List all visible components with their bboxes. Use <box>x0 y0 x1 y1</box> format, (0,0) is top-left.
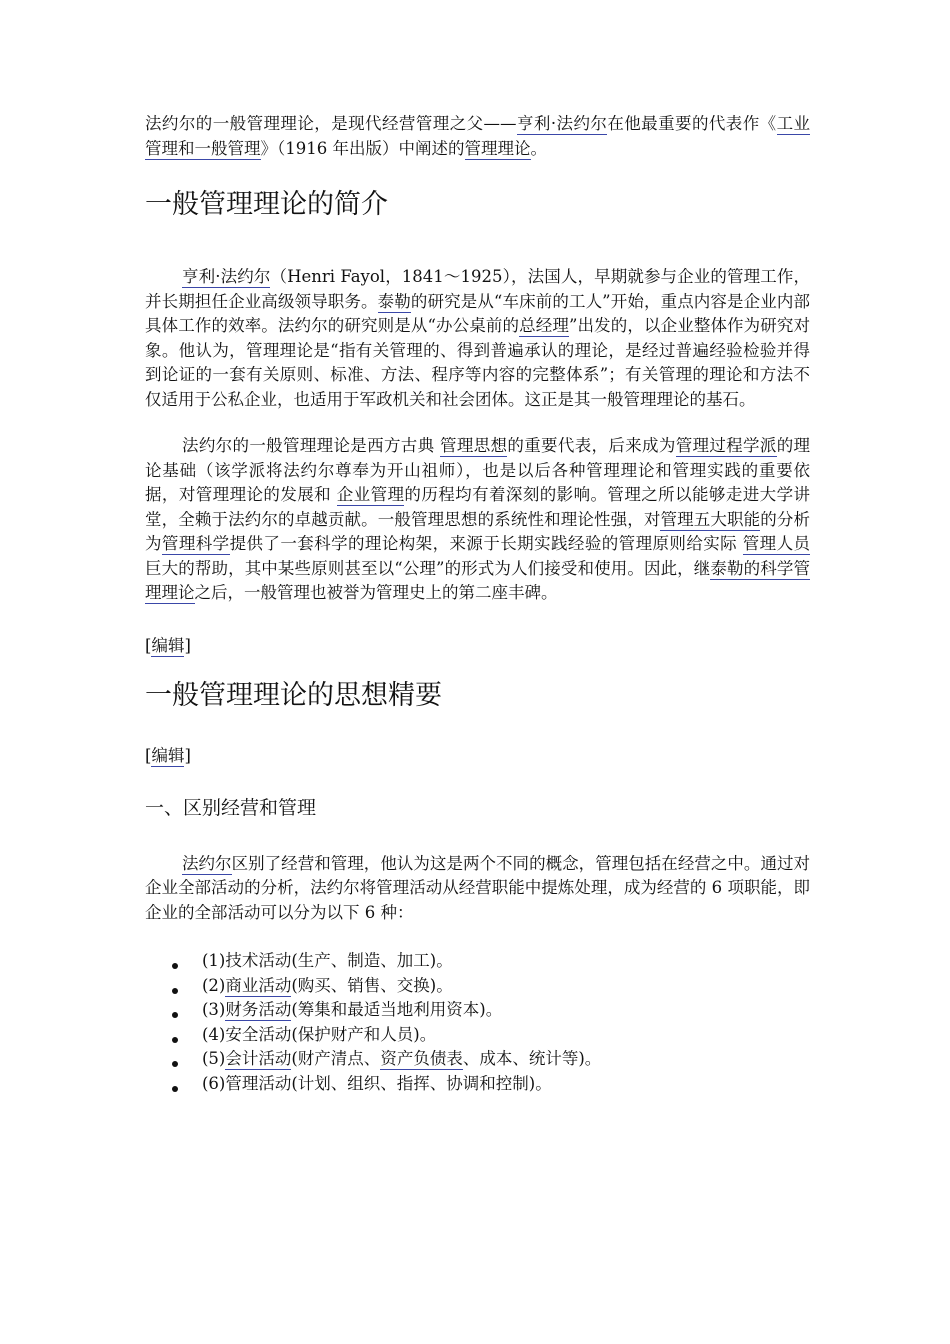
intro-text: 在他最重要的代表作《 <box>607 114 777 133</box>
intro-text: 。 <box>530 138 547 158</box>
paragraph-text: （Henri Fayol，1841～1925），法国人，早期就参与企业的管理工作，并长期担任企业高级领导职务。 <box>145 267 810 311</box>
paragraph-text: ”出发的，以企业整体作为研究对象。他认为，管理理论是“指有关管理的、得到普遍承认的理论，是经过普遍经验检验并得到论证的一套有关原则、标准、方法、程序等内容的完整体系”；有关管理的理论和方法不仅适用于公私企业，也适用于军政机关和社会团体。这正是其一般管理理论的基石。 <box>145 316 811 409</box>
link-managers[interactable]: 管理人员 <box>742 534 811 553</box>
link-accounting-activity[interactable]: 会计活动 <box>225 1049 292 1068</box>
section-heading-overview: 一般管理理论的简介 <box>145 189 388 220</box>
six-activities-list <box>145 949 810 1096</box>
link-financial-activity[interactable]: 财务活动 <box>225 1000 292 1019</box>
overview-paragraph-1 <box>145 265 810 412</box>
link-commercial-activity[interactable]: 商业活动 <box>225 975 292 995</box>
intro-paragraph <box>145 112 810 161</box>
link-fayol[interactable]: 法约尔 <box>182 853 232 873</box>
link-enterprise-management[interactable]: 企业管理 <box>336 485 405 504</box>
edit-section-overview: [编辑] <box>145 635 191 655</box>
paragraph-text: 的研究是从“车床前的工人”开始，重点内容是企业内部具体工作的效率。法约尔的研究则是从“办公桌前的 <box>145 291 811 335</box>
link-balance-sheet[interactable]: 资产负债表 <box>380 1049 463 1068</box>
paragraph-text: 巨大的帮助，其中某些原则甚至以“公理”的形式为人们接受和使用。因此，继 <box>145 558 711 578</box>
edit-link[interactable]: 编辑 <box>151 745 185 765</box>
edit-section-essentials: [编辑] <box>145 745 191 765</box>
link-henri-fayol[interactable]: 亨利·法约尔 <box>182 267 271 286</box>
paragraph-text: 提供了一套科学的理论构架，来源于长期实践经验的管理原则给实际 <box>229 534 743 553</box>
overview-paragraph-2 <box>145 434 810 606</box>
paragraph-text: 的分析为 <box>145 509 811 553</box>
list-item: (5)会计活动(财产清点、资产负债表、成本、统计等)。 <box>145 1047 810 1072</box>
link-management-thought[interactable]: 管理思想 <box>440 436 508 455</box>
link-taylor[interactable]: 泰勒 <box>377 291 411 311</box>
paragraph-text: 的重要代表，后来成为 <box>507 436 676 455</box>
edit-link[interactable]: 编辑 <box>151 635 185 655</box>
section-heading-essentials: 一般管理理论的思想精要 <box>145 679 442 711</box>
link-henri-fayol[interactable]: 亨利·法约尔 <box>516 114 608 133</box>
link-general-manager[interactable]: 总经理 <box>519 316 569 335</box>
paragraph-text: 之后，一般管理也被誉为管理史上的第二座丰碑。 <box>194 583 558 602</box>
document-page <box>145 112 810 1096</box>
paragraph-text: 的历程均有着深刻的影响。管理之所以能够走进大学讲堂，全赖于法约尔的卓越贡献。一般管理思想的系统性和理论性强，对 <box>145 485 811 529</box>
link-taylor-scientific-management[interactable]: 泰勒的科学管理理论 <box>145 558 811 602</box>
list-item: (3)财务活动(筹集和最适当地利用资本)。 <box>145 998 810 1023</box>
subheading-distinguish-operation-management: 一、区别经营和管理 <box>145 796 317 819</box>
intro-text: 》（1916 年出版）中阐述的 <box>260 138 465 158</box>
link-industrial-general-administration[interactable]: 工业管理和一般管理 <box>145 114 811 158</box>
intro-text: 法约尔的一般管理理论，是现代经营管理之父—— <box>145 114 517 133</box>
paragraph-text: 的理论基础（该学派将法约尔尊奉为开山祖师），也是以后各种管理理论和管理实践的重要依据，对管理理论的发展和 <box>145 436 811 504</box>
link-management-science[interactable]: 管理科学 <box>161 534 230 553</box>
list-item: (1)技术活动(生产、制造、加工)。 <box>145 949 810 974</box>
list-item: (2)商业活动(购买、销售、交换)。 <box>145 974 810 999</box>
link-management-process-school[interactable]: 管理过程学派 <box>675 436 777 455</box>
paragraph-text: 区别了经营和管理，他认为这是两个不同的概念，管理包括在经营之中。通过对企业全部活动的分析，法约尔将管理活动从经营职能中提炼处理，成为经营的 6 项职能，即企业的全部活动可以分为以下 6 种： <box>145 853 811 922</box>
list-item: (4)安全活动(保护财产和人员)。 <box>145 1023 810 1048</box>
essentials-paragraph-1 <box>145 852 810 926</box>
link-five-management-functions[interactable]: 管理五大职能 <box>660 509 761 529</box>
list-item: (6)管理活动(计划、组织、指挥、协调和控制)。 <box>145 1072 810 1097</box>
link-management-theory[interactable]: 管理理论 <box>464 138 531 158</box>
paragraph-text: 法约尔的一般管理理论是西方古典 <box>182 436 441 455</box>
